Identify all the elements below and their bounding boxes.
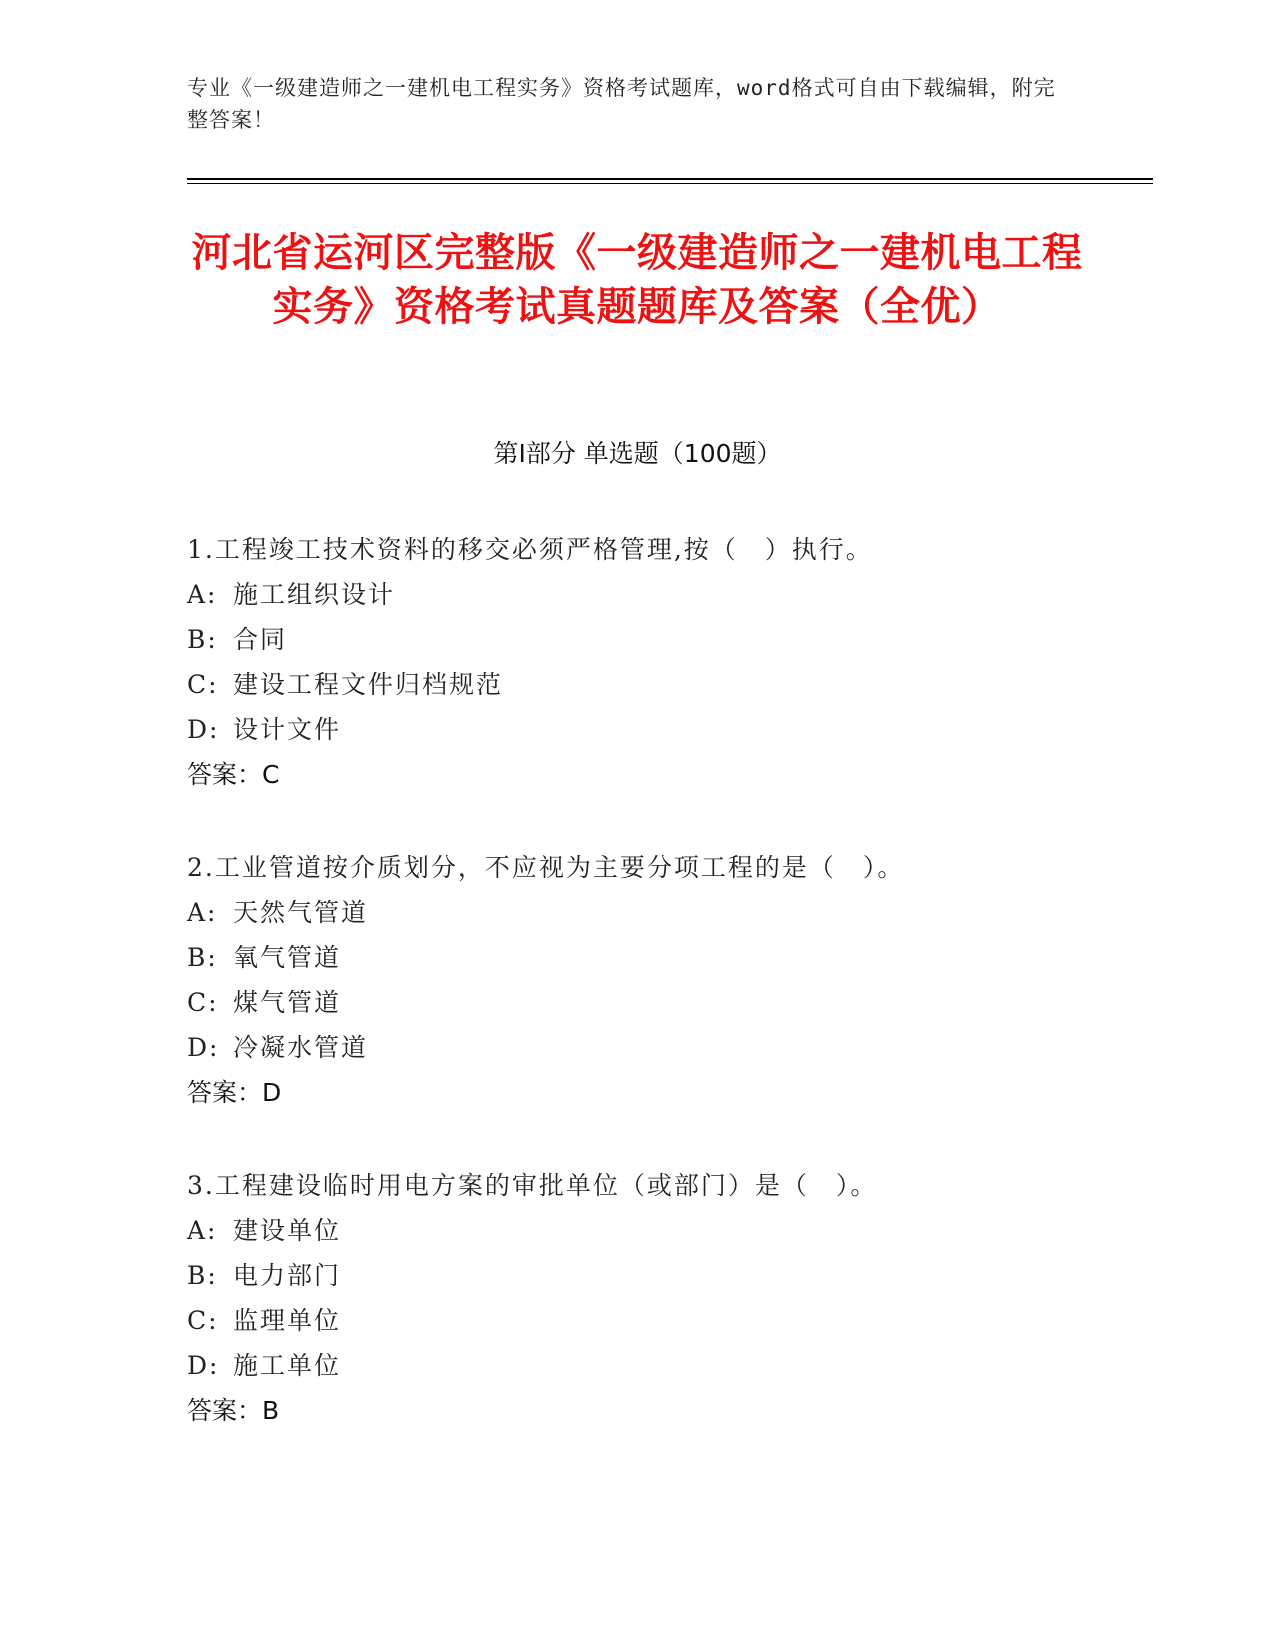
option-text: 建设工程文件归档规范 bbox=[233, 670, 504, 699]
option-a bbox=[187, 1208, 1147, 1253]
option-c bbox=[187, 662, 1147, 707]
option-b bbox=[187, 1253, 1147, 1298]
option-letter: C: bbox=[187, 988, 219, 1017]
option-text: 建设单位 bbox=[233, 1216, 342, 1245]
header-divider-thin bbox=[187, 183, 1153, 184]
option-b bbox=[187, 617, 1147, 662]
option-text: 冷凝水管道 bbox=[233, 1033, 369, 1062]
option-text: 设计文件 bbox=[233, 715, 342, 744]
option-text: 煤气管道 bbox=[233, 988, 342, 1017]
option-a bbox=[187, 890, 1147, 935]
option-letter: D: bbox=[187, 715, 220, 744]
option-text: 电力部门 bbox=[233, 1261, 342, 1290]
option-letter: A: bbox=[187, 898, 218, 927]
option-text: 天然气管道 bbox=[233, 898, 369, 927]
header-divider-thick bbox=[187, 178, 1153, 180]
option-letter: A: bbox=[187, 580, 218, 609]
option-letter: B: bbox=[187, 625, 218, 654]
question-stem: 1.工程竣工技术资料的移交必须严格管理,按（ ）执行。 bbox=[187, 535, 873, 564]
answer-label: 答案：C bbox=[187, 760, 280, 789]
question-block bbox=[187, 845, 1147, 1115]
option-text: 施工单位 bbox=[233, 1351, 342, 1380]
option-text: 施工组织设计 bbox=[233, 580, 396, 609]
question-block bbox=[187, 527, 1147, 797]
option-text: 氧气管道 bbox=[233, 943, 342, 972]
answer-label: 答案：B bbox=[187, 1396, 280, 1425]
option-letter: D: bbox=[187, 1351, 220, 1380]
option-d bbox=[187, 1025, 1147, 1070]
option-text: 合同 bbox=[233, 625, 288, 654]
question-block bbox=[187, 1163, 1147, 1433]
question-stem: 3.工程建设临时用电方案的审批单位（或部门）是（ ）。 bbox=[187, 1171, 878, 1200]
question-stem: 2.工业管道按介质划分，不应视为主要分项工程的是（ ）。 bbox=[187, 853, 905, 882]
document-title: 河北省运河区完整版《一级建造师之一建机电工程实务》资格考试真题题库及答案（全优） bbox=[191, 230, 1083, 330]
header-note: 专业《一级建造师之一建机电工程实务》资格考试题库，word格式可自由下载编辑，附完整答案！ bbox=[187, 76, 1056, 132]
option-letter: C: bbox=[187, 670, 219, 699]
option-b bbox=[187, 935, 1147, 980]
option-d bbox=[187, 707, 1147, 752]
option-c bbox=[187, 1298, 1147, 1343]
option-letter: A: bbox=[187, 1216, 218, 1245]
option-letter: D: bbox=[187, 1033, 220, 1062]
option-a bbox=[187, 572, 1147, 617]
option-c bbox=[187, 980, 1147, 1025]
option-text: 监理单位 bbox=[233, 1306, 342, 1335]
option-letter: B: bbox=[187, 1261, 218, 1290]
option-letter: B: bbox=[187, 943, 218, 972]
option-letter: C: bbox=[187, 1306, 219, 1335]
option-d bbox=[187, 1343, 1147, 1388]
answer-label: 答案：D bbox=[187, 1078, 282, 1107]
section-heading: 第Ⅰ部分 单选题（100题） bbox=[493, 439, 782, 468]
